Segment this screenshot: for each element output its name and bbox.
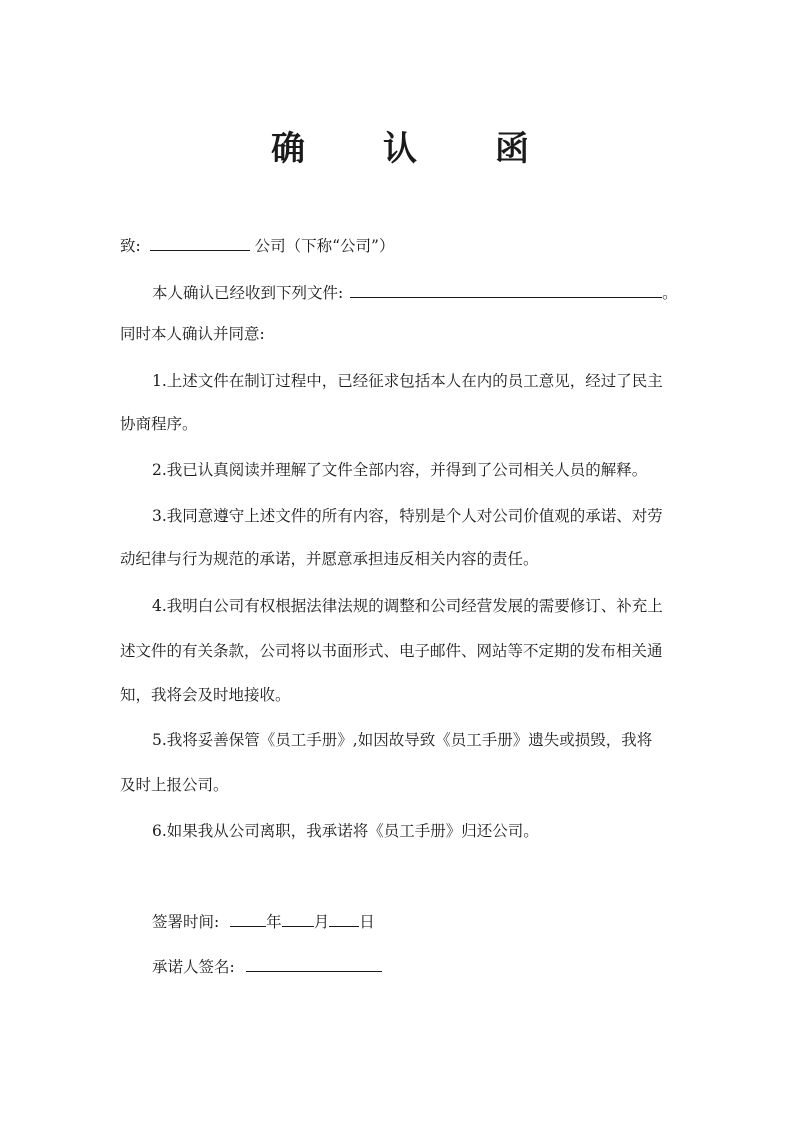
- item4-line1: 4.我明白公司有权根据法律法规的调整和公司经营发展的需要修订、补充上: [152, 597, 663, 615]
- sign-date-label: 签署时间:: [152, 913, 220, 931]
- signature-blank[interactable]: [246, 955, 382, 972]
- item1-line2: 协商程序。: [120, 415, 198, 433]
- day-label: 日: [359, 913, 375, 931]
- title-char-1: 确: [271, 129, 305, 169]
- item3-line2: 动纪律与行为规范的承诺，并愿意承担违反相关内容的责任。: [120, 550, 539, 568]
- item4-line2: 述文件的有关条款，公司将以书面形式、电子邮件、网站等不定期的发布相关通: [120, 642, 663, 660]
- month-blank[interactable]: [282, 910, 314, 927]
- document-name-blank[interactable]: [350, 281, 662, 298]
- signer-label: 承诺人签名:: [152, 958, 235, 976]
- year-blank[interactable]: [230, 910, 266, 927]
- company-name-blank[interactable]: [150, 234, 250, 251]
- day-blank[interactable]: [329, 910, 359, 927]
- received-documents-end: 。: [662, 284, 678, 302]
- addressee-suffix: 公司（下称“公司”）: [254, 237, 395, 255]
- item5-line1: 5.我将妥善保管《员工手册》,如因故导致《员工手册》遗失或损毁，我将: [152, 731, 653, 749]
- item1-line1: 1.上述文件在制订过程中，已经征求包括本人在内的员工意见，经过了民主: [152, 372, 663, 390]
- item5-line2: 及时上报公司。: [120, 776, 229, 794]
- agree-intro: 同时本人确认并同意:: [120, 325, 265, 343]
- received-documents-line: [152, 281, 678, 304]
- addressee-line: [120, 234, 394, 257]
- year-label: 年: [266, 913, 282, 931]
- month-label: 月: [313, 913, 330, 931]
- item6-line1: 6.如果我从公司离职，我承诺将《员工手册》归还公司。: [152, 822, 539, 840]
- page-title: [0, 126, 800, 172]
- received-documents-text: 本人确认已经收到下列文件:: [152, 284, 344, 302]
- item3-line1: 3.我同意遵守上述文件的所有内容，特别是个人对公司价值观的承诺、对劳: [152, 507, 663, 525]
- item2-line1: 2.我已认真阅读并理解了文件全部内容，并得到了公司相关人员的解释。: [152, 461, 648, 479]
- title-char-2: 认: [383, 129, 417, 169]
- addressee-prefix: 致:: [120, 237, 141, 255]
- title-char-3: 函: [495, 129, 529, 169]
- signer-line: [152, 955, 382, 978]
- item4-line3: 知，我将会及时地接收。: [120, 686, 291, 704]
- sign-date-line: [152, 910, 375, 933]
